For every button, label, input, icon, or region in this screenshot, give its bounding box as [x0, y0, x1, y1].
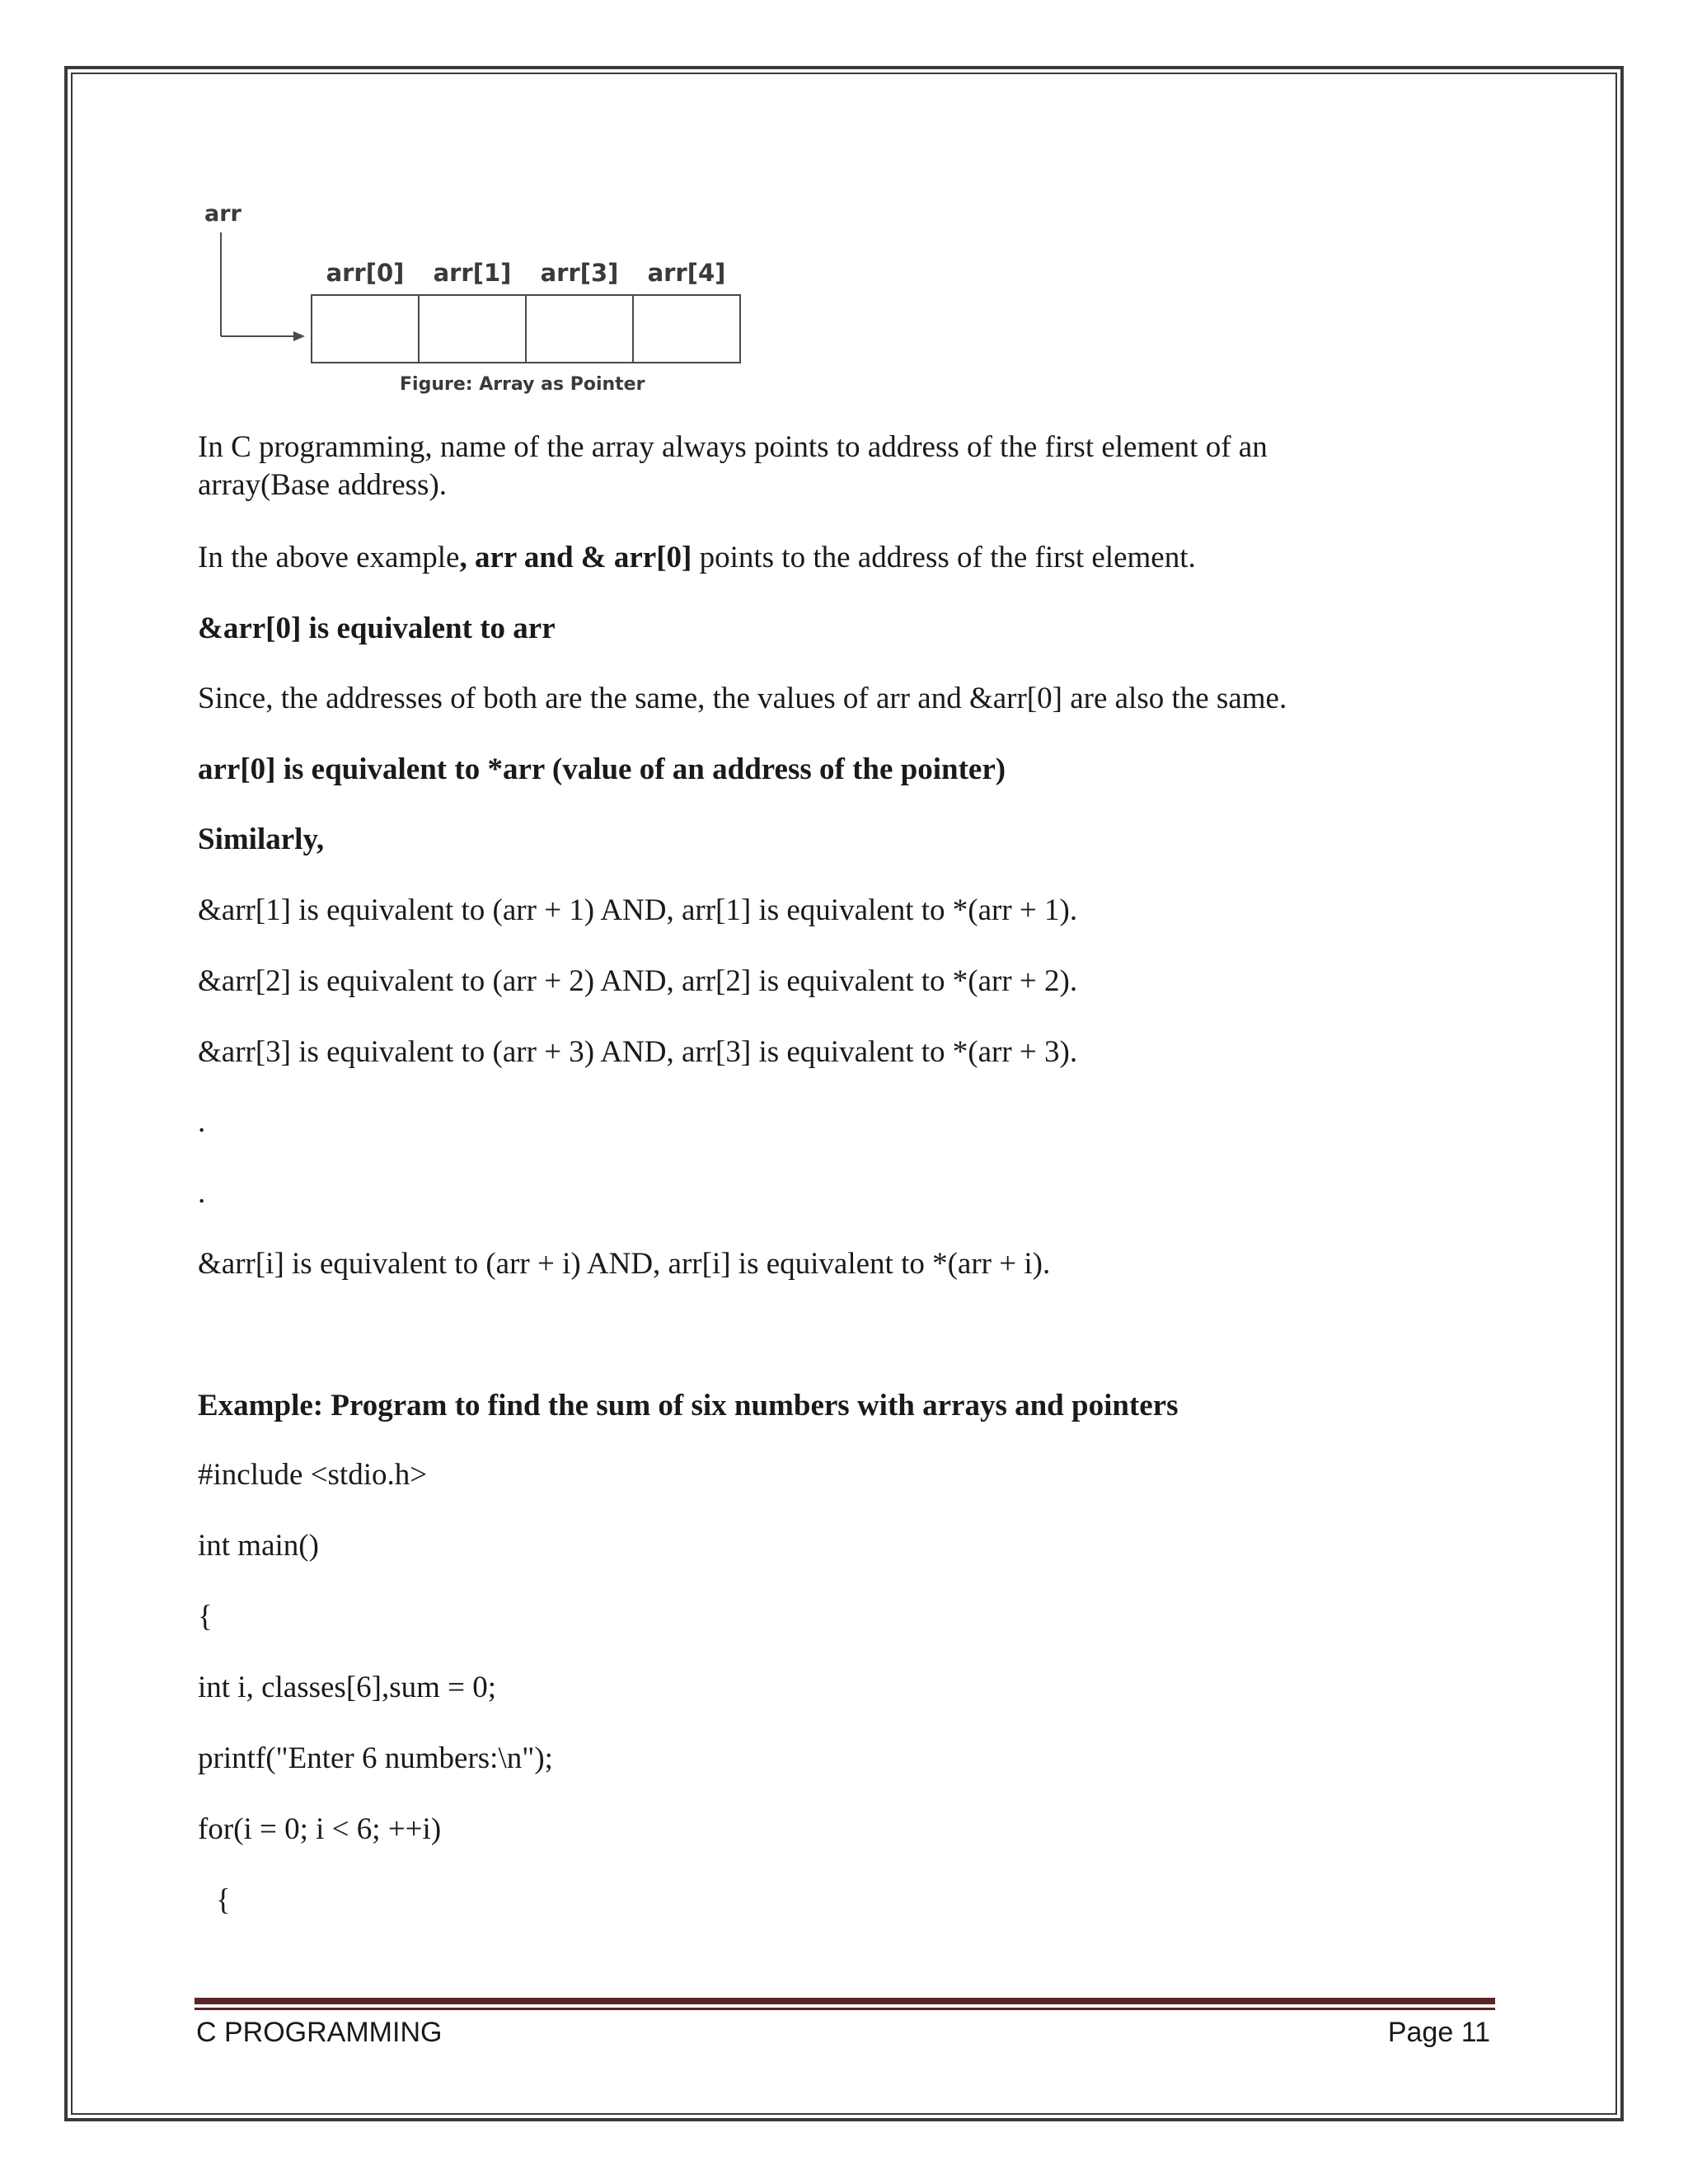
index-label: arr[0] — [326, 259, 405, 287]
code-line: printf("Enter 6 numbers:\n"); — [198, 1741, 553, 1775]
arrowhead-icon — [293, 331, 305, 341]
text-span: In the above example — [198, 541, 460, 574]
heading-deref: arr[0] is equivalent to *arr (value of an address of the pointer) — [198, 752, 1006, 786]
heading-similarly: Similarly, — [198, 823, 325, 856]
paragraph-intro — [198, 429, 1517, 504]
code-line: int main() — [198, 1529, 319, 1563]
footer-title: C PROGRAMMING — [196, 2017, 443, 2048]
index-label: arr[4] — [647, 259, 726, 287]
figure-caption: Figure: Array as Pointer — [400, 374, 645, 395]
equivalence-line: &arr[1] is equivalent to (arr + 1) AND, arr[1] is equivalent to *(arr + 1). — [198, 893, 1078, 927]
code-line: int i, classes[6],sum = 0; — [198, 1671, 497, 1704]
array-cell-3 — [633, 295, 740, 363]
heading-equivalence: &arr[0] is equivalent to arr — [198, 612, 556, 645]
pointer-label: arr — [204, 201, 241, 227]
array-pointer-figure — [198, 198, 775, 412]
paragraph-example — [198, 539, 1517, 577]
page-number: Page 11 — [1387, 2017, 1490, 2048]
array-cell-2 — [526, 295, 633, 363]
index-label: arr[1] — [433, 259, 512, 287]
paragraph-line: array(Base address). — [198, 468, 448, 502]
code-line: #include <stdio.h> — [198, 1458, 428, 1492]
ellipsis-dot: . — [198, 1105, 206, 1139]
paragraph-since: Since, the addresses of both are the same, the values of arr and &arr[0] are also the same. — [198, 682, 1287, 715]
footer-rule-thin — [195, 2008, 1495, 2010]
paragraph-line: In C programming, name of the array always points to address of the first element of an — [198, 430, 1268, 464]
code-line: { — [198, 1600, 213, 1633]
example-heading: Example: Program to find the sum of six numbers with arrays and pointers — [198, 1389, 1179, 1422]
ellipsis-dot: . — [198, 1176, 206, 1210]
index-label: arr[3] — [540, 259, 619, 287]
array-cell-1 — [419, 295, 526, 363]
equivalence-line: &arr[2] is equivalent to (arr + 2) AND, arr[2] is equivalent to *(arr + 2). — [198, 964, 1078, 998]
text-span: points to the address of the first element. — [692, 541, 1196, 574]
footer-rule — [195, 1998, 1495, 2004]
array-cell-0 — [312, 295, 419, 363]
code-line: { — [216, 1883, 231, 1917]
code-line: for(i = 0; i < 6; ++i) — [198, 1812, 442, 1846]
bold-span: , arr and & arr[0] — [459, 541, 692, 574]
equivalence-line: &arr[3] is equivalent to (arr + 3) AND, arr[3] is equivalent to *(arr + 3). — [198, 1035, 1078, 1069]
equivalence-line-general: &arr[i] is equivalent to (arr + i) AND, arr[i] is equivalent to *(arr + i). — [198, 1247, 1051, 1281]
